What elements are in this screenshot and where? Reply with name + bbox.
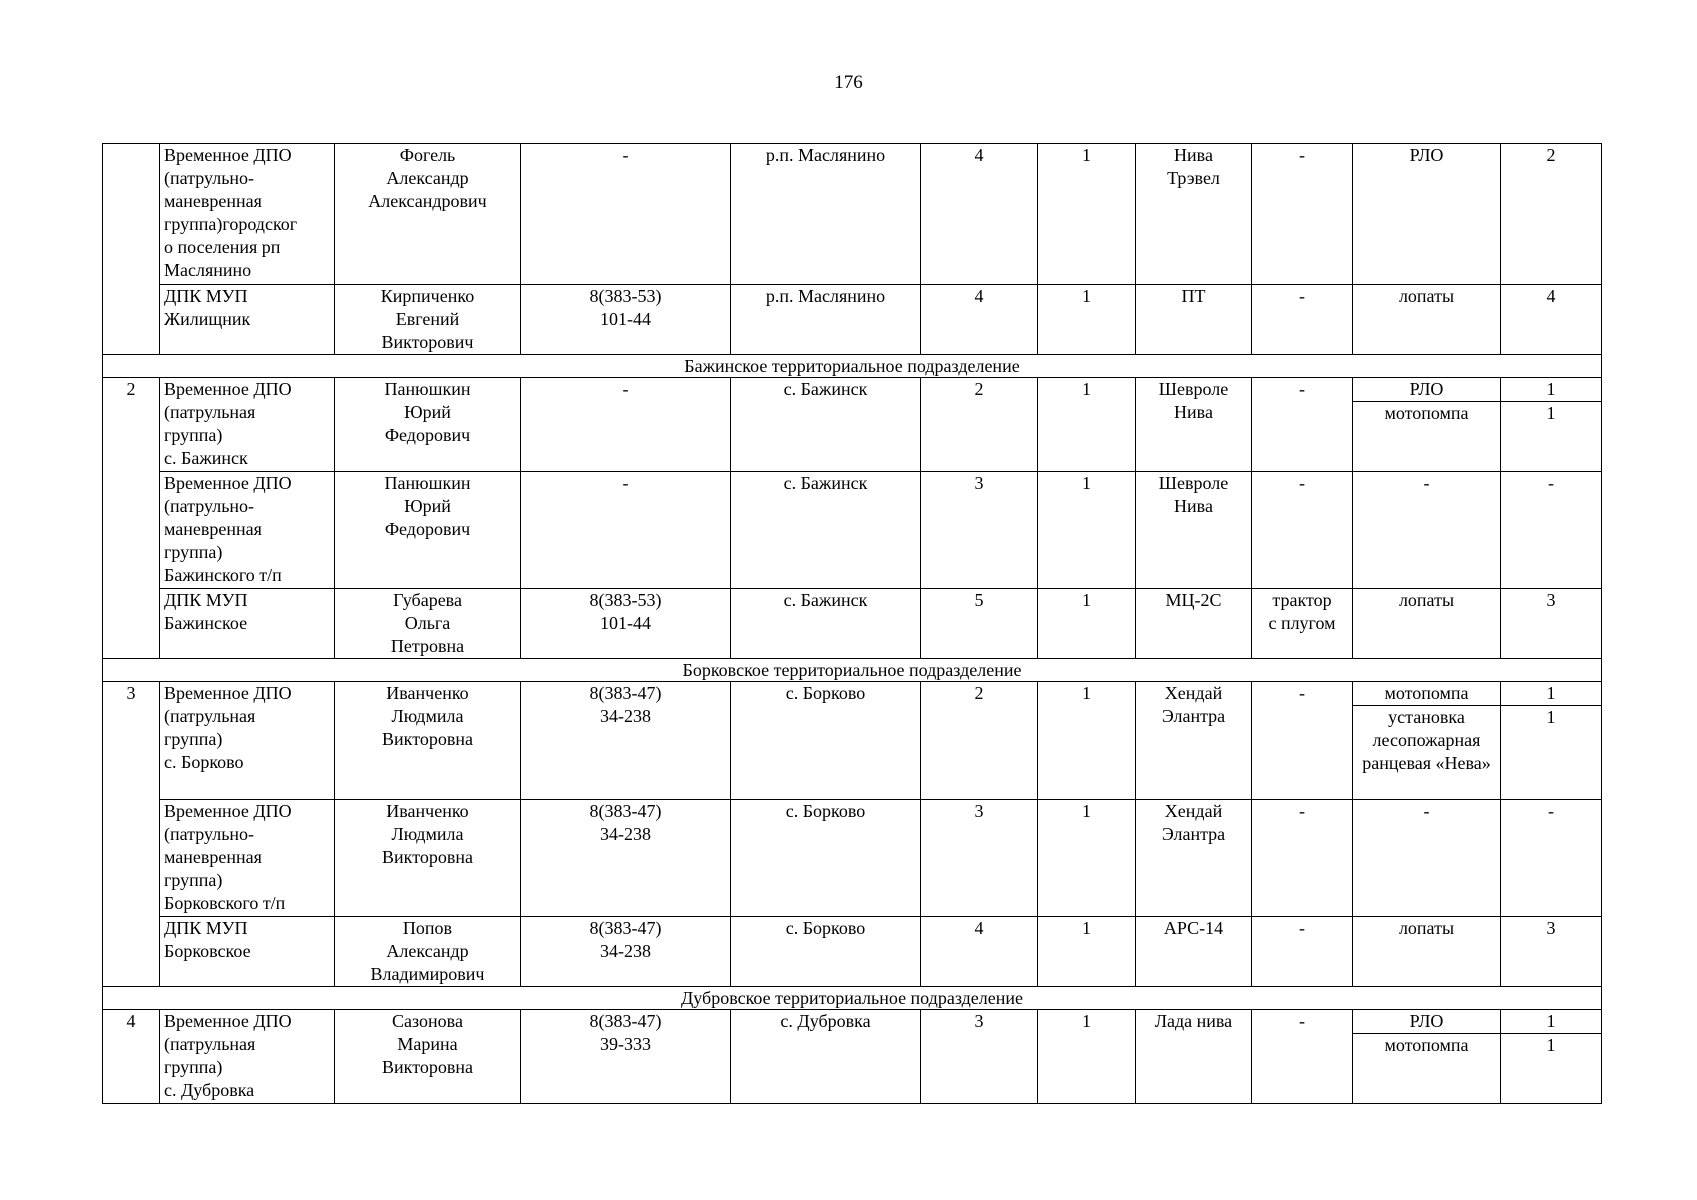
tech-cell: -: [1252, 378, 1353, 472]
tech-cell: -: [1252, 472, 1353, 589]
equipment-cell: мотопомпа: [1353, 682, 1501, 706]
table-row: [103, 285, 1602, 355]
equipment-cell: мотопомпа: [1353, 402, 1501, 472]
equipment-cell: -: [1353, 472, 1501, 589]
table-row: [103, 1010, 1602, 1034]
equipment-qty-cell: -: [1501, 472, 1602, 589]
unit-name-cell: ДПК МУП Борковское: [160, 917, 335, 987]
phone-cell: -: [521, 144, 731, 285]
units-count-cell: 1: [1038, 285, 1136, 355]
vehicle-cell: Шевроле Нива: [1136, 472, 1252, 589]
equipment-qty-cell: 1: [1501, 1010, 1602, 1034]
table-row: [103, 800, 1602, 917]
vehicle-cell: ПТ: [1136, 285, 1252, 355]
vehicle-cell: Шевроле Нива: [1136, 378, 1252, 472]
row-number-cell: [103, 144, 160, 355]
section-header-row: [103, 987, 1602, 1010]
equipment-qty-cell: 1: [1501, 706, 1602, 800]
table-row: [103, 589, 1602, 659]
head-name-cell: Губарева Ольга Петровна: [335, 589, 521, 659]
tech-cell: -: [1252, 800, 1353, 917]
equipment-qty-cell: 1: [1501, 402, 1602, 472]
tech-cell: -: [1252, 1010, 1353, 1104]
location-cell: р.п. Маслянино: [731, 144, 921, 285]
units-count-cell: 1: [1038, 682, 1136, 800]
location-cell: с. Бажинск: [731, 378, 921, 472]
unit-name-cell: ДПК МУП Жилищник: [160, 285, 335, 355]
units-count-cell: 1: [1038, 378, 1136, 472]
unit-name-cell: Временное ДПО (патрульная группа) с. Бажинск: [160, 378, 335, 472]
equipment-cell: лопаты: [1353, 589, 1501, 659]
head-name-cell: Панюшкин Юрий Федорович: [335, 472, 521, 589]
phone-cell: 8(383-47) 39-333: [521, 1010, 731, 1104]
equipment-cell: РЛО: [1353, 1010, 1501, 1034]
units-count-cell: 1: [1038, 589, 1136, 659]
equipment-cell: мотопомпа: [1353, 1034, 1501, 1104]
vehicle-cell: Хендай Элантра: [1136, 800, 1252, 917]
equipment-qty-cell: 3: [1501, 917, 1602, 987]
tech-cell: -: [1252, 682, 1353, 800]
people-count-cell: 2: [921, 378, 1038, 472]
equipment-qty-cell: -: [1501, 800, 1602, 917]
location-cell: с. Бажинск: [731, 589, 921, 659]
unit-name-cell: Временное ДПО (патрульно- маневренная группа)городског о поселения рп Маслянино: [160, 144, 335, 285]
equipment-cell: -: [1353, 800, 1501, 917]
units-count-cell: 1: [1038, 472, 1136, 589]
people-count-cell: 2: [921, 682, 1038, 800]
people-count-cell: 5: [921, 589, 1038, 659]
equipment-cell: РЛО: [1353, 378, 1501, 402]
phone-cell: -: [521, 378, 731, 472]
equipment-cell: установка лесопожарная ранцевая «Нева»: [1353, 706, 1501, 800]
equipment-cell: лопаты: [1353, 285, 1501, 355]
row-number-cell: 4: [103, 1010, 160, 1104]
equipment-qty-cell: 1: [1501, 378, 1602, 402]
head-name-cell: Фогель Александр Александрович: [335, 144, 521, 285]
people-count-cell: 3: [921, 472, 1038, 589]
table-row: [103, 144, 1602, 285]
head-name-cell: Сазонова Марина Викторовна: [335, 1010, 521, 1104]
head-name-cell: Иванченко Людмила Викторовна: [335, 682, 521, 800]
row-number-cell: 2: [103, 378, 160, 659]
equipment-qty-cell: 1: [1501, 1034, 1602, 1104]
phone-cell: 8(383-53) 101-44: [521, 285, 731, 355]
forces-table: [102, 143, 1602, 1104]
section-title: Бажинское территориальное подразделение: [103, 355, 1602, 378]
table-row: [103, 682, 1602, 706]
phone-cell: 8(383-53) 101-44: [521, 589, 731, 659]
unit-name-cell: Временное ДПО (патрульно- маневренная группа) Бажинского т/п: [160, 472, 335, 589]
equipment-qty-cell: 3: [1501, 589, 1602, 659]
tech-cell: трактор с плугом: [1252, 589, 1353, 659]
location-cell: с. Борково: [731, 917, 921, 987]
location-cell: с. Бажинск: [731, 472, 921, 589]
equipment-cell: РЛО: [1353, 144, 1501, 285]
unit-name-cell: Временное ДПО (патрульная группа) с. Дубровка: [160, 1010, 335, 1104]
people-count-cell: 4: [921, 285, 1038, 355]
head-name-cell: Иванченко Людмила Викторовна: [335, 800, 521, 917]
page-number: 176: [834, 72, 863, 93]
table-row: [103, 472, 1602, 589]
section-header-row: [103, 659, 1602, 682]
head-name-cell: Панюшкин Юрий Федорович: [335, 378, 521, 472]
phone-cell: 8(383-47) 34-238: [521, 682, 731, 800]
units-count-cell: 1: [1038, 800, 1136, 917]
table-row: [103, 917, 1602, 987]
unit-name-cell: Временное ДПО (патрульно- маневренная группа) Борковского т/п: [160, 800, 335, 917]
vehicle-cell: АРС-14: [1136, 917, 1252, 987]
head-name-cell: Попов Александр Владимирович: [335, 917, 521, 987]
equipment-qty-cell: 2: [1501, 144, 1602, 285]
people-count-cell: 3: [921, 1010, 1038, 1104]
unit-name-cell: ДПК МУП Бажинское: [160, 589, 335, 659]
tech-cell: -: [1252, 917, 1353, 987]
location-cell: р.п. Маслянино: [731, 285, 921, 355]
location-cell: с. Борково: [731, 682, 921, 800]
equipment-qty-cell: 4: [1501, 285, 1602, 355]
people-count-cell: 3: [921, 800, 1038, 917]
vehicle-cell: МЦ-2С: [1136, 589, 1252, 659]
location-cell: с. Борково: [731, 800, 921, 917]
section-title: Борковское территориальное подразделение: [103, 659, 1602, 682]
unit-name-cell: Временное ДПО (патрульная группа) с. Борково: [160, 682, 335, 800]
head-name-cell: Кирпиченко Евгений Викторович: [335, 285, 521, 355]
vehicle-cell: Лада нива: [1136, 1010, 1252, 1104]
phone-cell: -: [521, 472, 731, 589]
tech-cell: -: [1252, 285, 1353, 355]
row-number-cell: 3: [103, 682, 160, 987]
people-count-cell: 4: [921, 917, 1038, 987]
table-row: [103, 378, 1602, 402]
equipment-qty-cell: 1: [1501, 682, 1602, 706]
section-header-row: [103, 355, 1602, 378]
units-count-cell: 1: [1038, 917, 1136, 987]
people-count-cell: 4: [921, 144, 1038, 285]
units-count-cell: 1: [1038, 144, 1136, 285]
units-count-cell: 1: [1038, 1010, 1136, 1104]
location-cell: с. Дубровка: [731, 1010, 921, 1104]
vehicle-cell: Нива Трэвел: [1136, 144, 1252, 285]
equipment-cell: лопаты: [1353, 917, 1501, 987]
section-title: Дубровское территориальное подразделение: [103, 987, 1602, 1010]
phone-cell: 8(383-47) 34-238: [521, 800, 731, 917]
vehicle-cell: Хендай Элантра: [1136, 682, 1252, 800]
tech-cell: -: [1252, 144, 1353, 285]
phone-cell: 8(383-47) 34-238: [521, 917, 731, 987]
